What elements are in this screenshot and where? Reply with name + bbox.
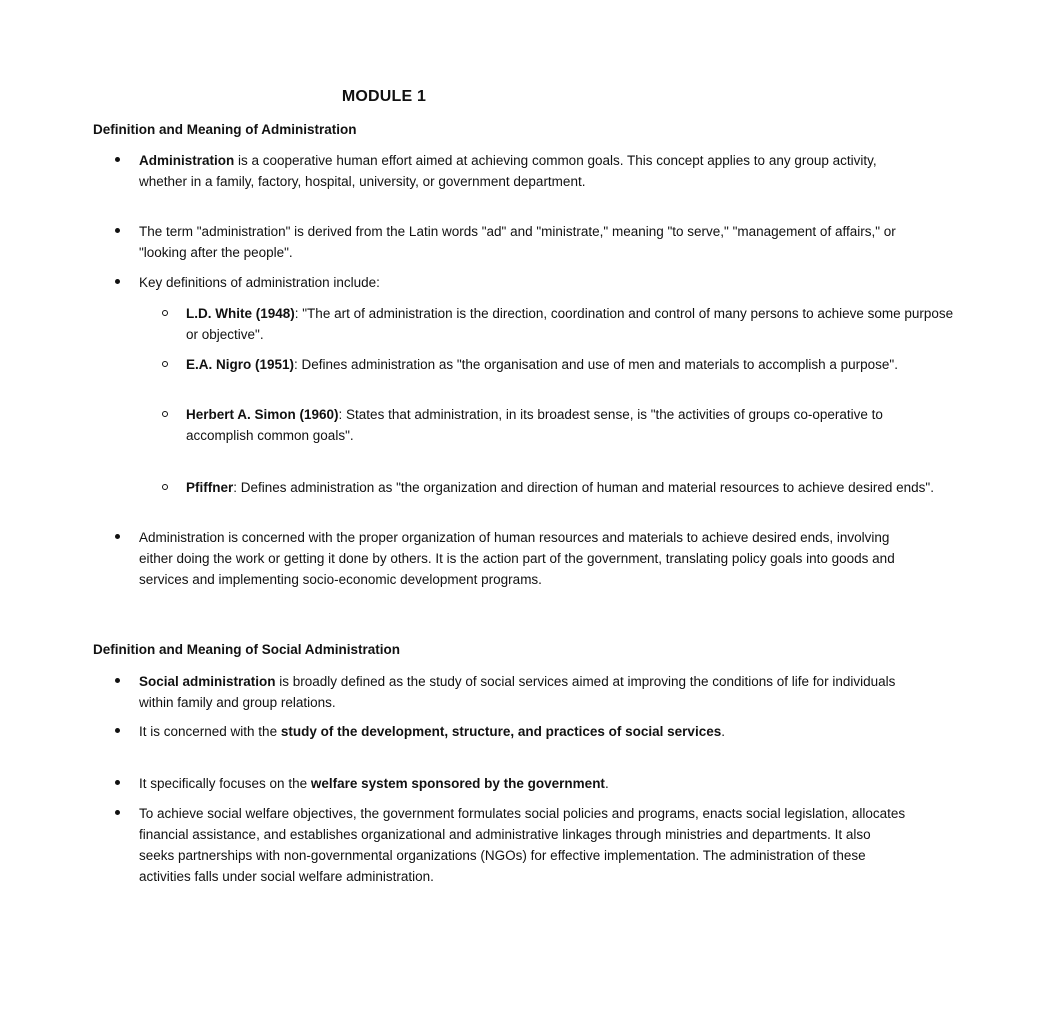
author-bold: E.A. Nigro (1951) xyxy=(186,357,295,372)
hollow-bullet-icon xyxy=(162,361,168,367)
item-text-pre: It is concerned with the xyxy=(139,724,281,739)
item-text: The term "administration" is derived from the Latin words "ad" and "ministrate," meaning "to serve," "management of affairs," or "looking after the people". xyxy=(139,224,896,260)
item-text-post: . xyxy=(604,776,609,791)
item-text: : Defines administration as "the organization and direction of human and material resources to achieve desired ends". xyxy=(233,480,934,495)
sub-list-item xyxy=(0,303,1042,345)
list-item xyxy=(0,671,995,713)
list-item xyxy=(0,221,995,263)
bullet-icon xyxy=(115,534,120,539)
list-item xyxy=(0,272,995,293)
bullet-icon xyxy=(115,810,120,815)
bullet-icon xyxy=(115,728,120,733)
item-text: To achieve social welfare objectives, the government formulates social policies and programs, enacts social legislation, allocates financial assistance, and establishes organizational and administrative linkages through ministries and departments. It also seeks partnerships with non-governmental organizations (NGOs) for effective implementation. The administration of these activities falls under social welfare administration. xyxy=(139,806,906,884)
sub-list-item xyxy=(0,404,1042,446)
section-heading-social-administration: Definition and Meaning of Social Administration xyxy=(93,642,401,657)
item-text-post: . xyxy=(721,724,725,739)
item-text: : States that administration, in its broadest sense, is "the activities of groups co-operative to accomplish common goals". xyxy=(186,407,883,443)
bullet-icon xyxy=(115,228,120,233)
hollow-bullet-icon xyxy=(162,310,168,316)
item-text-pre: It specifically focuses on the xyxy=(139,776,311,791)
item-text: Administration is concerned with the proper organization of human resources and materials to achieve desired ends, involving either doing the work or getting it done by others. It is the action part of the government, translating policy goals into goods and services and implementing socio-economic development programs. xyxy=(139,530,895,587)
author-bold: L.D. White (1948) xyxy=(186,306,295,321)
item-text: Key definitions of administration include: xyxy=(139,275,380,290)
author-bold: Herbert A. Simon (1960) xyxy=(186,407,339,422)
module-title: MODULE 1 xyxy=(341,88,427,105)
author-bold: Pfiffner xyxy=(186,480,234,495)
bullet-icon xyxy=(115,157,120,162)
emphasis-bold: study of the development, structure, and practices of social services xyxy=(280,724,722,739)
sub-list-item xyxy=(0,477,1042,498)
list-item xyxy=(0,527,995,590)
hollow-bullet-icon xyxy=(162,411,168,417)
item-text: : Defines administration as "the organisation and use of men and materials to accomplish a purpose". xyxy=(294,357,898,372)
bullet-icon xyxy=(115,780,120,785)
bullet-icon xyxy=(115,678,120,683)
item-text: is broadly defined as the study of social services aimed at improving the conditions of life for individuals within family and group relations. xyxy=(139,674,896,710)
section-heading-administration: Definition and Meaning of Administration xyxy=(93,122,357,137)
list-item xyxy=(0,721,995,742)
term-bold: Social administration xyxy=(139,674,276,689)
item-text: is a cooperative human effort aimed at achieving common goals. This concept applies to any group activity, whether in a family, factory, hospital, university, or government department. xyxy=(139,153,877,189)
hollow-bullet-icon xyxy=(162,484,168,490)
list-item xyxy=(0,150,995,192)
sub-list-item xyxy=(0,354,1042,375)
list-item xyxy=(0,803,995,887)
list-item xyxy=(0,773,995,794)
bullet-icon xyxy=(115,279,120,284)
term-bold: Administration xyxy=(139,153,235,168)
emphasis-bold: welfare system sponsored by the government xyxy=(310,776,605,791)
item-text: : "The art of administration is the direction, coordination and control of many persons to achieve some purpose or objective". xyxy=(186,306,954,342)
